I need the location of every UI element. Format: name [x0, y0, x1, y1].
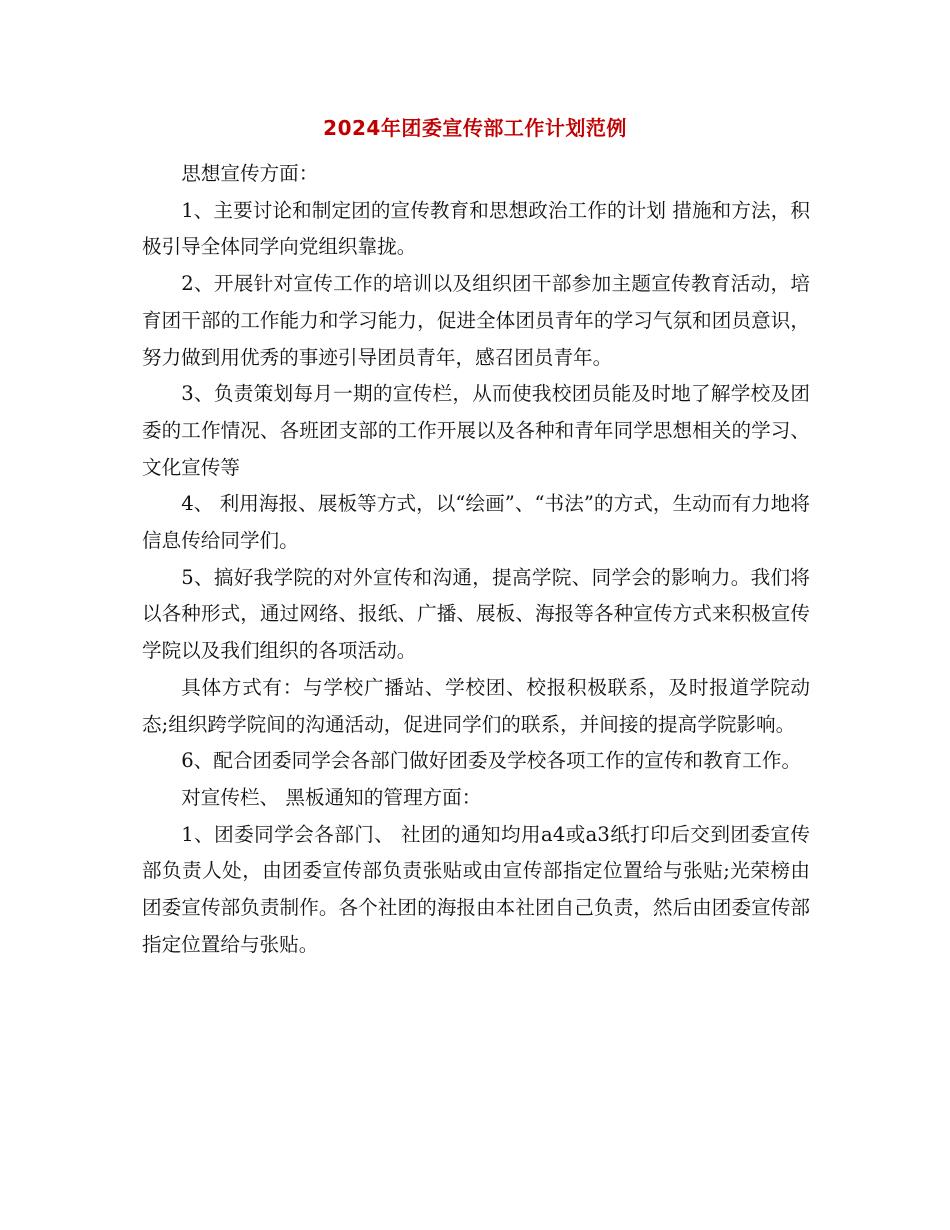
- paragraph: 1、主要讨论和制定团的宣传教育和思想政治工作的计划 措施和方法，积极引导全体同学向党组织靠拢。: [142, 198, 810, 259]
- paragraph: 5、搞好我学院的对外宣传和沟通，提高学院、同学会的影响力。我们将以各种形式，通过网络、报纸、广播、展板、海报等各种宣传方式来积极宣传学院以及我们组织的各项活动。: [142, 565, 810, 663]
- paragraph: 3、负责策划每月一期的宣传栏，从而使我校团员能及时地了解学校及团委的工作情况、各班团支部的工作开展以及各种和青年同学思想相关的学习、文化宣传等: [142, 382, 810, 479]
- document-title: 2024年团委宣传部工作计划范例: [323, 116, 627, 140]
- document-body: [142, 156, 810, 963]
- paragraph: 1、团委同学会各部门、 社团的通知均用a4或a3纸打印后交到团委宣传部负责人处，由团委宣传部负责张贴或由宣传部指定位置给与张贴;光荣榜由团委宣传部负责制作。各个社团的海报由本社团自己负责，然后由团委宣传部指定位置给与张贴。: [142, 822, 810, 956]
- paragraph: 具体方式有：与学校广播站、学校团、校报积极联系，及时报道学院动态;组织跨学院间的沟通活动，促进同学们的联系，并间接的提高学院影响。: [142, 675, 810, 736]
- paragraph: 4、 利用海报、展板等方式，以“绘画”、“书法”的方式，生动而有力地将信息传给同学们。: [142, 492, 810, 553]
- paragraph: 思想宣传方面：: [181, 162, 319, 185]
- paragraph: 2、开展针对宣传工作的培训以及组织团干部参加主题宣传教育活动，培育团干部的工作能力和学习能力，促进全体团员青年的学习气氛和团员意识，努力做到用优秀的事迹引导团员青年，感召团员青年。: [142, 272, 810, 369]
- paragraph: 对宣传栏、 黑板通知的管理方面：: [181, 785, 482, 809]
- paragraph: 6、配合团委同学会各部门做好团委及学校各项工作的宣传和教育工作。: [181, 749, 802, 773]
